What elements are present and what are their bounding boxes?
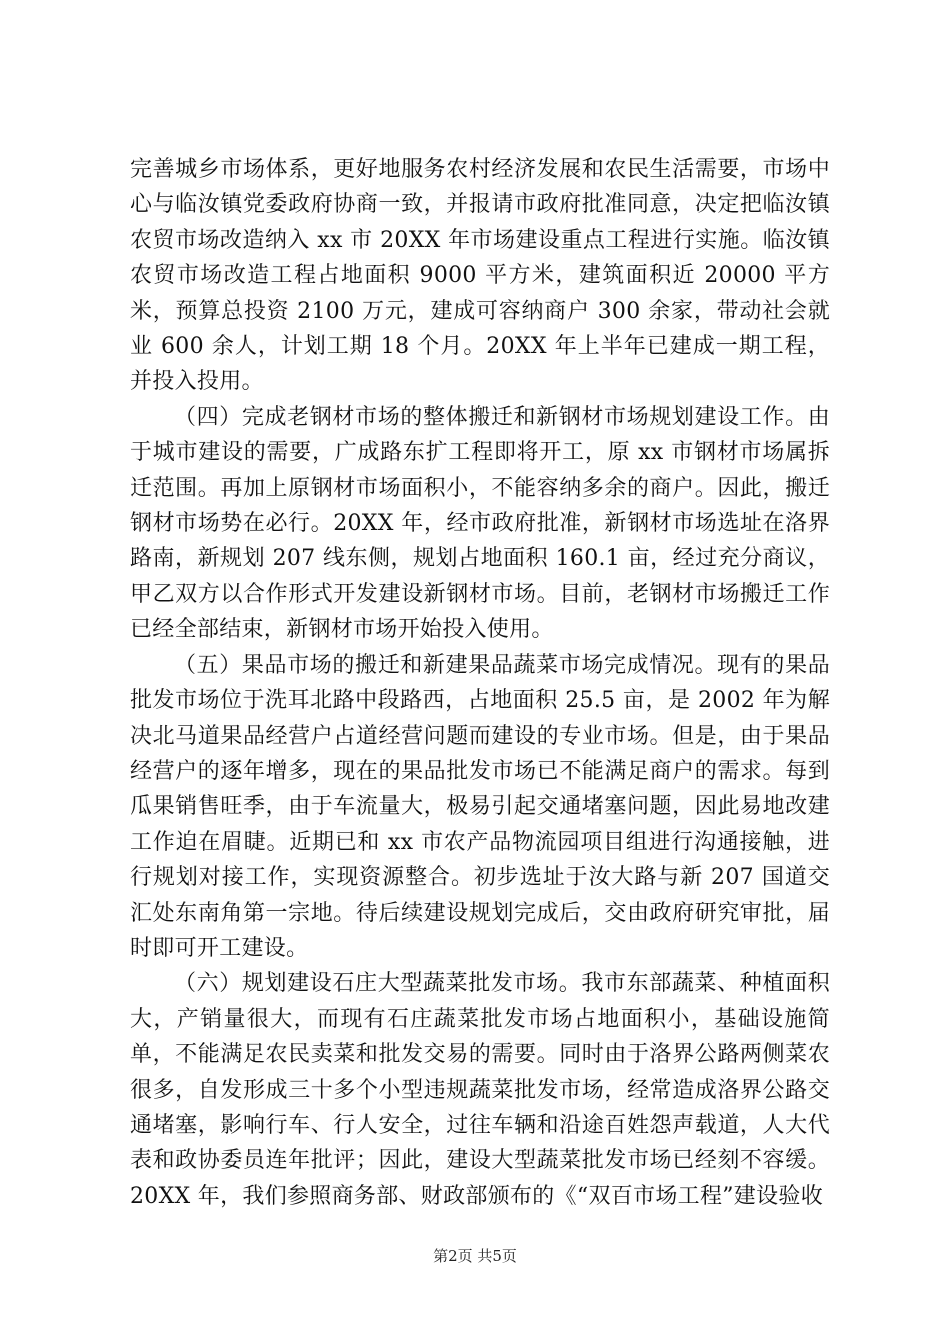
paragraph-section-6: （六）规划建设石庄大型蔬菜批发市场。我市东部蔬菜、种植面积大，产销量很大，而现有石庄蔬菜批发市场占地面积小，基础设施简单，不能满足农民卖菜和批发交易的需要。同时由于洛界公路两侧菜农很多，自发形成三十多个小型违规蔬菜批发市场，经常造成洛界公路交通堵塞，影响行车、行人安全，过往车辆和沿途百姓怨声载道，人大代表和政协委员连年批评；因此，建设大型蔬菜批发市场已经刻不容缓。20XX 年，我们参照商务部、财政部颁布的《“双百市场工程”建设验收: [130, 971, 830, 1209]
paragraph-continuation: 完善城乡市场体系，更好地服务农村经济发展和农民生活需要，市场中心与临汝镇党委政府协商一致，并报请市政府批准同意，决定把临汝镇农贸市场改造纳入 xx 市 20XX 年市场建设重点工程进行实施。临汝镇农贸市场改造工程占地面积 9000 平方米，建筑面积近 20000 平方米，预算总投资 2100 万元，建成可容纳商户 300 余家，带动社会就业 600 余人，计划工期 18 个月。20XX 年上半年已建成一期工程，并投入投用。: [130, 157, 830, 395]
document-body: [130, 152, 830, 1214]
paragraph-section-5: （五）果品市场的搬迁和新建果品蔬菜市场完成情况。现有的果品批发市场位于洗耳北路中段路西，占地面积 25.5 亩，是 2002 年为解决北马道果品经营户占道经营问题而建设的专业市场。但是，由于果品经营户的逐年增多，现在的果品批发市场已不能满足商户的需求。每到瓜果销售旺季，由于车流量大，极易引起交通堵塞问题，因此易地改建工作迫在眉睫。近期已和 xx 市农产品物流园项目组进行沟通接触，进行规划对接工作，实现资源整合。初步选址于汝大路与新 207 国道交汇处东南角第一宗地。待后续建设规划完成后，交由政府研究审批，届时即可开工建设。: [130, 652, 830, 961]
paragraph-section-4: （四）完成老钢材市场的整体搬迁和新钢材市场规划建设工作。由于城市建设的需要，广成路东扩工程即将开工，原 xx 市钢材市场属拆迁范围。再加上原钢材市场面积小，不能容纳多余的商户。因此，搬迁钢材市场势在必行。20XX 年，经市政府批准，新钢材市场选址在洛界路南，新规划 207 线东侧，规划占地面积 160.1 亩，经过充分商议，甲乙双方以合作形式开发建设新钢材市场。目前，老钢材市场搬迁工作已经全部结束，新钢材市场开始投入使用。: [130, 404, 830, 643]
page-footer: [0, 1246, 950, 1266]
page-number: 第2页 共5页: [433, 1247, 517, 1265]
